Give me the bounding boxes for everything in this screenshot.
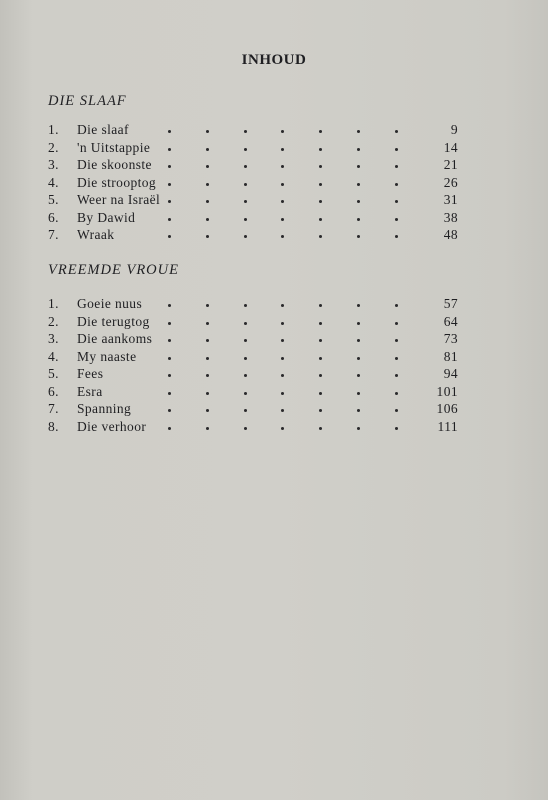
toc-entry-number: 6. <box>48 209 59 225</box>
leader-dot <box>395 183 398 186</box>
toc-entry-page-number: 31 <box>443 192 458 207</box>
toc-entry-title: Die strooptog <box>77 174 157 190</box>
dot-leader <box>168 191 398 203</box>
toc-entry-page-number: 101 <box>436 383 458 399</box>
leader-dot <box>281 427 284 430</box>
leader-dot <box>319 322 322 325</box>
leader-dot <box>281 322 284 325</box>
toc-entry-number: 4. <box>48 174 59 190</box>
leader-dot <box>168 183 171 186</box>
toc-entry-title: By Dawid <box>77 209 136 225</box>
dot-leader <box>168 174 398 186</box>
toc-entry <box>48 348 458 366</box>
leader-dot <box>395 392 398 395</box>
toc-entry-number: 5. <box>48 366 59 381</box>
toc-entry <box>48 121 458 139</box>
leader-dot <box>168 165 171 168</box>
leader-dot <box>357 130 360 133</box>
leader-dot <box>244 218 247 221</box>
toc-entry <box>48 365 458 383</box>
leader-dot <box>244 200 247 203</box>
dot-leader <box>168 418 398 430</box>
toc-entry-page-number: 14 <box>443 139 458 155</box>
leader-dot <box>281 374 284 377</box>
dot-leader <box>168 226 398 238</box>
toc-entry-title: Weer na Israël <box>77 192 161 207</box>
toc-entry-page-number: 26 <box>443 174 458 190</box>
leader-dot <box>244 148 247 151</box>
leader-dot <box>206 322 209 325</box>
leader-dot <box>319 357 322 360</box>
leader-dot <box>206 357 209 360</box>
toc-entry-number: 5. <box>48 192 59 207</box>
leader-dot <box>244 427 247 430</box>
section-heading-die-slaaf: DIE SLAAF <box>48 93 127 109</box>
leader-dot <box>357 322 360 325</box>
toc-entry-title: Die skoonste <box>77 157 152 172</box>
leader-dot <box>395 374 398 377</box>
leader-dot <box>319 218 322 221</box>
dot-leader <box>168 383 398 395</box>
leader-dot <box>395 130 398 133</box>
leader-dot <box>319 148 322 151</box>
leader-dot <box>206 165 209 168</box>
dot-leader <box>168 330 398 342</box>
dot-leader <box>168 139 398 151</box>
dot-leader <box>168 209 398 221</box>
toc-entry-title: Die slaaf <box>77 122 129 137</box>
toc-entry-number: 7. <box>48 227 59 242</box>
leader-dot <box>319 409 322 412</box>
leader-dot <box>357 339 360 342</box>
toc-entry-page-number: 21 <box>443 157 458 172</box>
leader-dot <box>319 339 322 342</box>
toc-entry-number: 7. <box>48 401 59 416</box>
toc-entry-number: 3. <box>48 157 59 172</box>
leader-dot <box>319 427 322 430</box>
leader-dot <box>319 200 322 203</box>
leader-dot <box>395 148 398 151</box>
leader-dot <box>357 427 360 430</box>
leader-dot <box>206 183 209 186</box>
toc-entry-page-number: 9 <box>450 122 458 137</box>
leader-dot <box>206 427 209 430</box>
leader-dot <box>281 200 284 203</box>
section-heading-vreemde-vroue: VREEMDE VROUE <box>48 262 179 278</box>
dot-leader <box>168 348 398 360</box>
leader-dot <box>281 130 284 133</box>
toc-entry-page-number: 81 <box>443 348 458 364</box>
toc-entry <box>48 209 458 227</box>
leader-dot <box>319 374 322 377</box>
leader-dot <box>395 235 398 238</box>
toc-entry-page-number: 111 <box>437 418 458 434</box>
leader-dot <box>168 218 171 221</box>
toc-entry-title: Esra <box>77 383 103 399</box>
toc-entry <box>48 295 458 313</box>
leader-dot <box>244 304 247 307</box>
toc-entry-number: 6. <box>48 383 59 399</box>
toc-entry <box>48 330 458 348</box>
toc-entry-title: Goeie nuus <box>77 296 143 311</box>
toc-entry-title: Fees <box>77 366 104 381</box>
leader-dot <box>206 304 209 307</box>
toc-entry-page-number: 64 <box>443 313 458 329</box>
toc-entry-page-number: 73 <box>443 331 458 346</box>
leader-dot <box>281 165 284 168</box>
leader-dot <box>206 339 209 342</box>
leader-dot <box>168 374 171 377</box>
leader-dot <box>395 409 398 412</box>
toc-entry <box>48 400 458 418</box>
leader-dot <box>168 130 171 133</box>
leader-dot <box>244 130 247 133</box>
toc-list-vreemde-vroue <box>48 295 458 435</box>
leader-dot <box>281 183 284 186</box>
toc-entry-page-number: 106 <box>436 401 458 416</box>
dot-leader <box>168 365 398 377</box>
leader-dot <box>168 409 171 412</box>
leader-dot <box>395 218 398 221</box>
page-title: INHOUD <box>241 52 307 68</box>
leader-dot <box>168 148 171 151</box>
toc-entry-title: 'n Uitstappie <box>77 139 151 155</box>
dot-leader <box>168 156 398 168</box>
leader-dot <box>395 322 398 325</box>
toc-entry-number: 1. <box>48 296 59 311</box>
leader-dot <box>281 148 284 151</box>
toc-entry-number: 2. <box>48 313 59 329</box>
leader-dot <box>168 322 171 325</box>
leader-dot <box>206 218 209 221</box>
leader-dot <box>206 392 209 395</box>
leader-dot <box>168 200 171 203</box>
toc-entry-number: 2. <box>48 139 59 155</box>
toc-entry <box>48 139 458 157</box>
leader-dot <box>281 235 284 238</box>
toc-entry <box>48 174 458 192</box>
leader-dot <box>281 339 284 342</box>
leader-dot <box>395 357 398 360</box>
leader-dot <box>357 218 360 221</box>
leader-dot <box>357 392 360 395</box>
leader-dot <box>319 130 322 133</box>
leader-dot <box>168 357 171 360</box>
leader-dot <box>281 357 284 360</box>
leader-dot <box>168 392 171 395</box>
leader-dot <box>357 148 360 151</box>
toc-entry-title: Die terugtog <box>77 313 150 329</box>
toc-entry-title: Die aankoms <box>77 331 153 346</box>
leader-dot <box>357 235 360 238</box>
leader-dot <box>206 148 209 151</box>
leader-dot <box>168 235 171 238</box>
leader-dot <box>281 218 284 221</box>
dot-leader <box>168 313 398 325</box>
leader-dot <box>395 304 398 307</box>
leader-dot <box>168 339 171 342</box>
toc-entry <box>48 383 458 401</box>
toc-entry-number: 1. <box>48 122 59 137</box>
leader-dot <box>395 427 398 430</box>
leader-dot <box>206 374 209 377</box>
toc-entry-number: 4. <box>48 348 59 364</box>
toc-entry <box>48 226 458 244</box>
toc-list-die-slaaf <box>48 121 458 244</box>
leader-dot <box>244 357 247 360</box>
leader-dot <box>244 235 247 238</box>
leader-dot <box>168 304 171 307</box>
toc-entry-number: 8. <box>48 418 59 434</box>
leader-dot <box>395 165 398 168</box>
toc-entry-title: Die verhoor <box>77 418 147 434</box>
leader-dot <box>319 392 322 395</box>
toc-entry-number: 3. <box>48 331 59 346</box>
leader-dot <box>357 304 360 307</box>
leader-dot <box>244 322 247 325</box>
toc-entry-page-number: 57 <box>443 296 458 311</box>
toc-entry <box>48 313 458 331</box>
leader-dot <box>206 200 209 203</box>
leader-dot <box>357 200 360 203</box>
toc-entry <box>48 156 458 174</box>
leader-dot <box>357 165 360 168</box>
leader-dot <box>244 183 247 186</box>
leader-dot <box>206 409 209 412</box>
toc-entry-title: My naaste <box>77 348 137 364</box>
leader-dot <box>357 409 360 412</box>
leader-dot <box>168 427 171 430</box>
leader-dot <box>319 183 322 186</box>
leader-dot <box>319 235 322 238</box>
leader-dot <box>319 165 322 168</box>
leader-dot <box>357 183 360 186</box>
leader-dot <box>357 357 360 360</box>
leader-dot <box>206 235 209 238</box>
toc-entry-title: Spanning <box>77 401 132 416</box>
leader-dot <box>244 374 247 377</box>
leader-dot <box>244 165 247 168</box>
leader-dot <box>281 304 284 307</box>
leader-dot <box>244 392 247 395</box>
leader-dot <box>244 409 247 412</box>
leader-dot <box>395 339 398 342</box>
leader-dot <box>319 304 322 307</box>
leader-dot <box>281 392 284 395</box>
leader-dot <box>281 409 284 412</box>
toc-entry-title: Wraak <box>77 227 115 242</box>
toc-entry <box>48 191 458 209</box>
leader-dot <box>395 200 398 203</box>
toc-entry-page-number: 48 <box>443 227 458 242</box>
leader-dot <box>357 374 360 377</box>
leader-dot <box>244 339 247 342</box>
toc-entry-page-number: 38 <box>443 209 458 225</box>
leader-dot <box>206 130 209 133</box>
dot-leader <box>168 121 398 133</box>
toc-entry <box>48 418 458 436</box>
dot-leader <box>168 400 398 412</box>
dot-leader <box>168 295 398 307</box>
toc-entry-page-number: 94 <box>443 366 458 381</box>
